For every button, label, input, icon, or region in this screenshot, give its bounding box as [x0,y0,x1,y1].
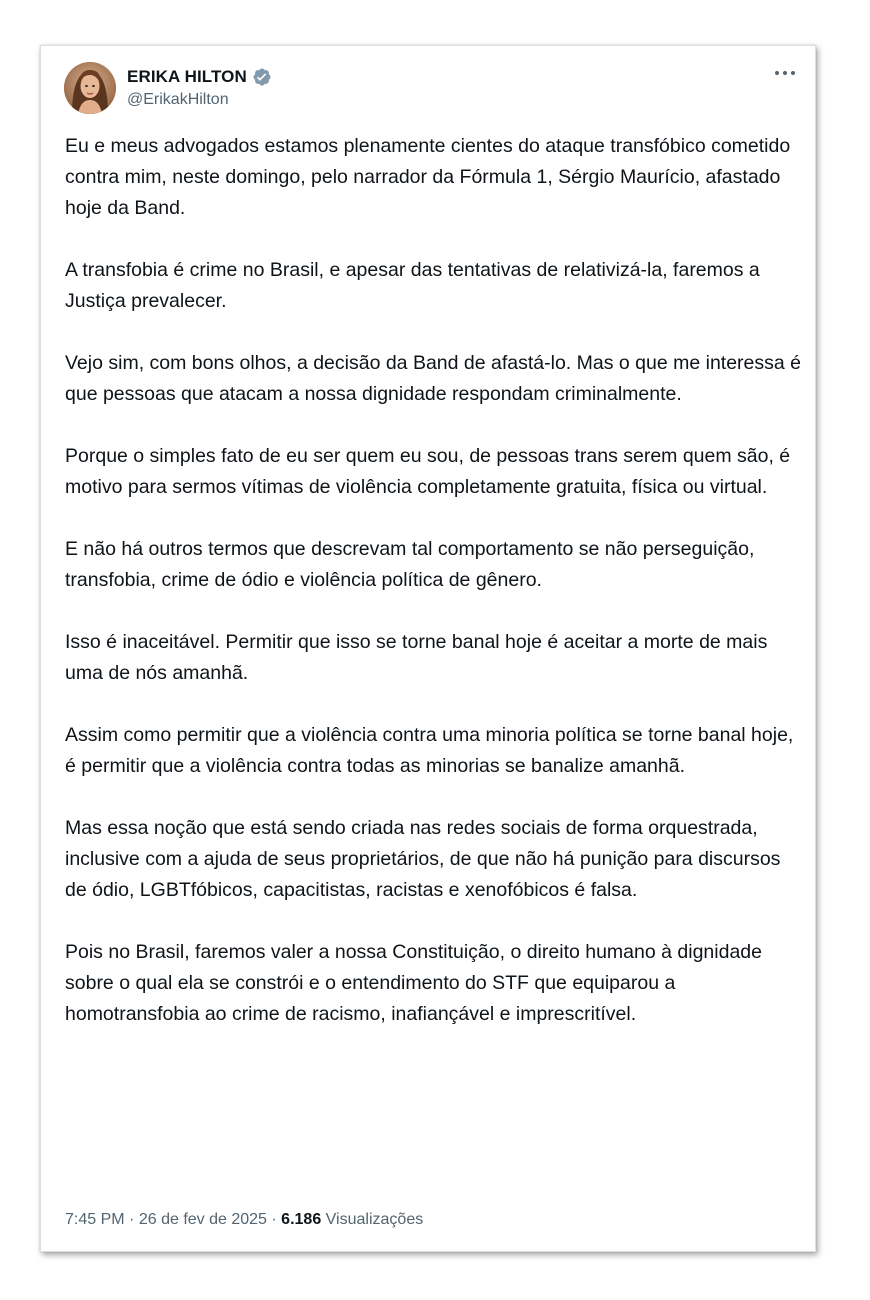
name-row [127,66,272,88]
author-names [127,66,272,109]
tweet-body [65,131,805,1030]
meta-separator: · [271,1211,277,1228]
tweet-paragraph: Vejo sim, com bons olhos, a decisão da Band de afastá-lo. Mas o que me interessa é que pessoas que atacam a nossa dignidade respondam criminalmente. [65,352,802,405]
tweet-paragraph: Porque o simples fato de eu ser quem eu sou, de pessoas trans serem quem são, é motivo para sermos vítimas de violência completamente gratuita, física ou virtual. [65,445,791,498]
avatar[interactable] [64,62,116,114]
tweet-paragraph: Eu e meus advogados estamos plenamente cientes do ataque transfóbico cometido contra mim, neste domingo, pelo narrador da Fórmula 1, Sérgio Maurício, afastado hoje da Band. [65,135,791,219]
tweet-header [64,62,801,122]
tweet-paragraph: Isso é inaceitável. Permitir que isso se torne banal hoje é aceitar a morte de mais uma de nós amanhã. [65,631,768,684]
tweet-meta [65,1211,423,1229]
handle[interactable]: @ErikakHilton [127,91,229,108]
verified-badge-icon[interactable] [252,67,272,87]
meta-separator: · [129,1211,135,1228]
tweet-paragraph: A transfobia é crime no Brasil, e apesar das tentativas de relativizá-la, faremos a Justiça prevalecer. [65,259,760,312]
avatar-image [64,62,116,114]
tweet-paragraph: Mas essa noção que está sendo criada nas redes sociais de forma orquestrada, inclusive com a ajuda de seus proprietários, de que não há punição para discursos de ódio, LGBTfóbicos, capacitistas, racistas e xenofóbicos é falsa. [65,817,781,901]
tweet-paragraph: Assim como permitir que a violência contra uma minoria política se torne banal hoje, é permitir que a violência contra todas as minorias se banalize amanhã. [65,724,794,777]
tweet-time[interactable]: 7:45 PM [65,1211,125,1228]
tweet-date[interactable]: 26 de fev de 2025 [138,1211,267,1228]
views-count: 6.186 [281,1211,322,1228]
tweet-paragraph: E não há outros termos que descrevam tal comportamento se não perseguição, transfobia, crime de ódio e violência política de gênero. [65,538,755,591]
tweet-card [40,45,816,1252]
tweet-paragraph: Pois no Brasil, faremos valer a nossa Constituição, o direito humano à dignidade sobre o qual ela se constrói e o entendimento do STF que equiparou a homotransfobia ao crime de racismo, inafiançável e imprescritível. [65,941,762,1025]
more-options-icon[interactable] [771,62,799,84]
display-name[interactable]: ERIKA HILTON [127,67,247,86]
views-label: Visualizações [325,1211,424,1228]
